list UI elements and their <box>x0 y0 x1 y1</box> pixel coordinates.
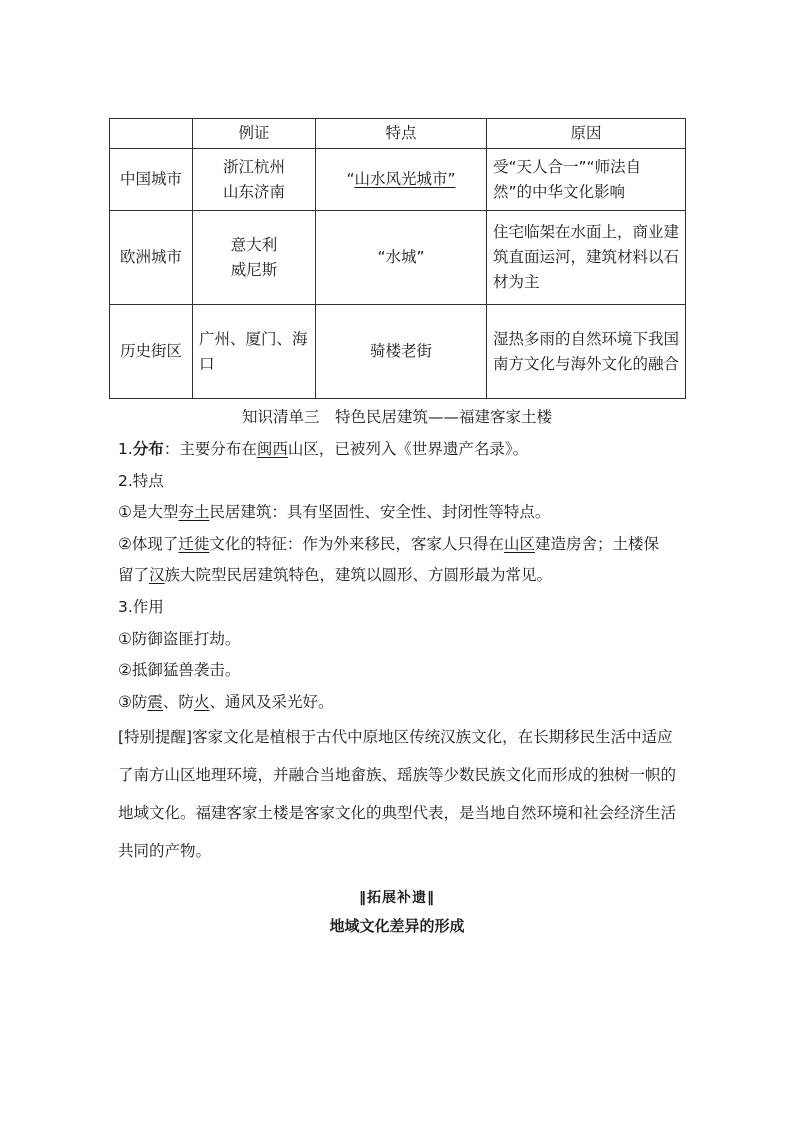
feature-cell: 骑楼老街 <box>316 305 487 399</box>
feature-item <box>118 532 688 554</box>
row-label: 中国城市 <box>110 149 193 211</box>
roles-heading: 3.作用 <box>118 598 164 616</box>
example-line: 浙江杭州 <box>222 157 285 176</box>
body-text: 文化的特征：作为外来移民，客家人只得在 <box>209 535 504 553</box>
underlined-answer: 汉 <box>149 566 165 584</box>
reason-cell: 住宅临架在水面上，商业建筑直面运河，建筑材料以石材为主 <box>487 211 686 305</box>
example-line: 山东济南 <box>222 182 285 201</box>
extension-tag <box>0 887 794 907</box>
body-text: ②体现了 <box>118 535 179 553</box>
row-label: 欧洲城市 <box>110 211 193 305</box>
body-text: 、防 <box>162 693 194 711</box>
role-item <box>118 690 688 712</box>
comparison-table <box>109 118 686 399</box>
feature-cell <box>316 149 487 211</box>
underlined-answer: 山水风光 <box>354 170 417 188</box>
role-item: ①防御盗匪打劫。 <box>118 630 241 648</box>
body-text: ：主要分布在 <box>163 440 257 458</box>
example-cell <box>193 211 316 305</box>
item-label: 分布 <box>132 440 164 458</box>
item-number: 1. <box>118 440 133 458</box>
example-line: 威尼斯 <box>230 260 278 279</box>
body-text: 民居建筑：具有坚固性、安全性、封闭性等特点。 <box>209 503 551 521</box>
table-row <box>110 305 686 399</box>
example-cell <box>193 149 316 211</box>
body-text: ③防 <box>118 693 148 711</box>
body-text: 留了 <box>118 566 150 584</box>
underlined-answer: 震 <box>147 693 163 711</box>
role-item: ②抵御猛兽袭击。 <box>118 661 241 679</box>
row-label: 历史街区 <box>110 305 193 399</box>
example-cell: 广州、厦门、海口 <box>193 305 316 399</box>
table-header-cell <box>110 119 193 149</box>
feature-item-continued <box>118 563 688 585</box>
table-header-row <box>110 119 686 149</box>
extension-title: 地域文化差异的形成 <box>329 917 465 935</box>
underlined-answer: 火 <box>193 693 210 711</box>
table-row <box>110 149 686 211</box>
features-heading: 2.特点 <box>118 472 164 490</box>
special-reminder: [特别提醒]客家文化是植根于古代中原地区传统汉族文化，在长期移民生活中适应了南方山区地理环境，并融合当地畲族、瑶族等少数民族文化而形成的独树一帜的地域文化。福建客家土楼是客家文化的典型代表，是当地自然环境和社会经济生活共同的产物。 <box>118 728 677 860</box>
table-header-cell: 例证 <box>193 119 316 149</box>
table-header-cell: 原因 <box>487 119 686 149</box>
body-text: 、通风及采光好。 <box>209 693 334 711</box>
example-line: 意大利 <box>230 235 278 254</box>
feature-text: “ <box>346 170 355 188</box>
reason-cell: 受“天人合一”“师法自然”的中华文化影响 <box>487 149 686 211</box>
body-text: ①是大型 <box>118 503 179 521</box>
extension-tag-label: ‖拓展补遗‖ <box>359 890 435 906</box>
feature-text: 城市” <box>416 170 456 188</box>
reason-cell: 湿热多雨的自然环境下我国南方文化与海外文化的融合 <box>487 305 686 399</box>
section-title: 知识清单三 特色民居建筑——福建客家土楼 <box>241 408 552 426</box>
underlined-answer: 闽西 <box>256 440 288 458</box>
table-row <box>110 211 686 305</box>
underlined-answer: 迁徙 <box>178 535 210 553</box>
feature-cell: “水城” <box>316 211 487 305</box>
underlined-answer: 夯土 <box>178 503 210 521</box>
table-header-cell: 特点 <box>316 119 487 149</box>
underlined-answer: 山区 <box>503 535 535 553</box>
body-text: 建造房舍；土楼保 <box>534 535 659 553</box>
body-text: 族大院型民居建筑特色，建筑以圆形、方圆形最为常见。 <box>164 566 553 584</box>
body-text: 山区，已被列入《世界遗产名录》。 <box>287 440 529 458</box>
feature-item <box>118 500 688 522</box>
distribution-line <box>118 437 688 459</box>
